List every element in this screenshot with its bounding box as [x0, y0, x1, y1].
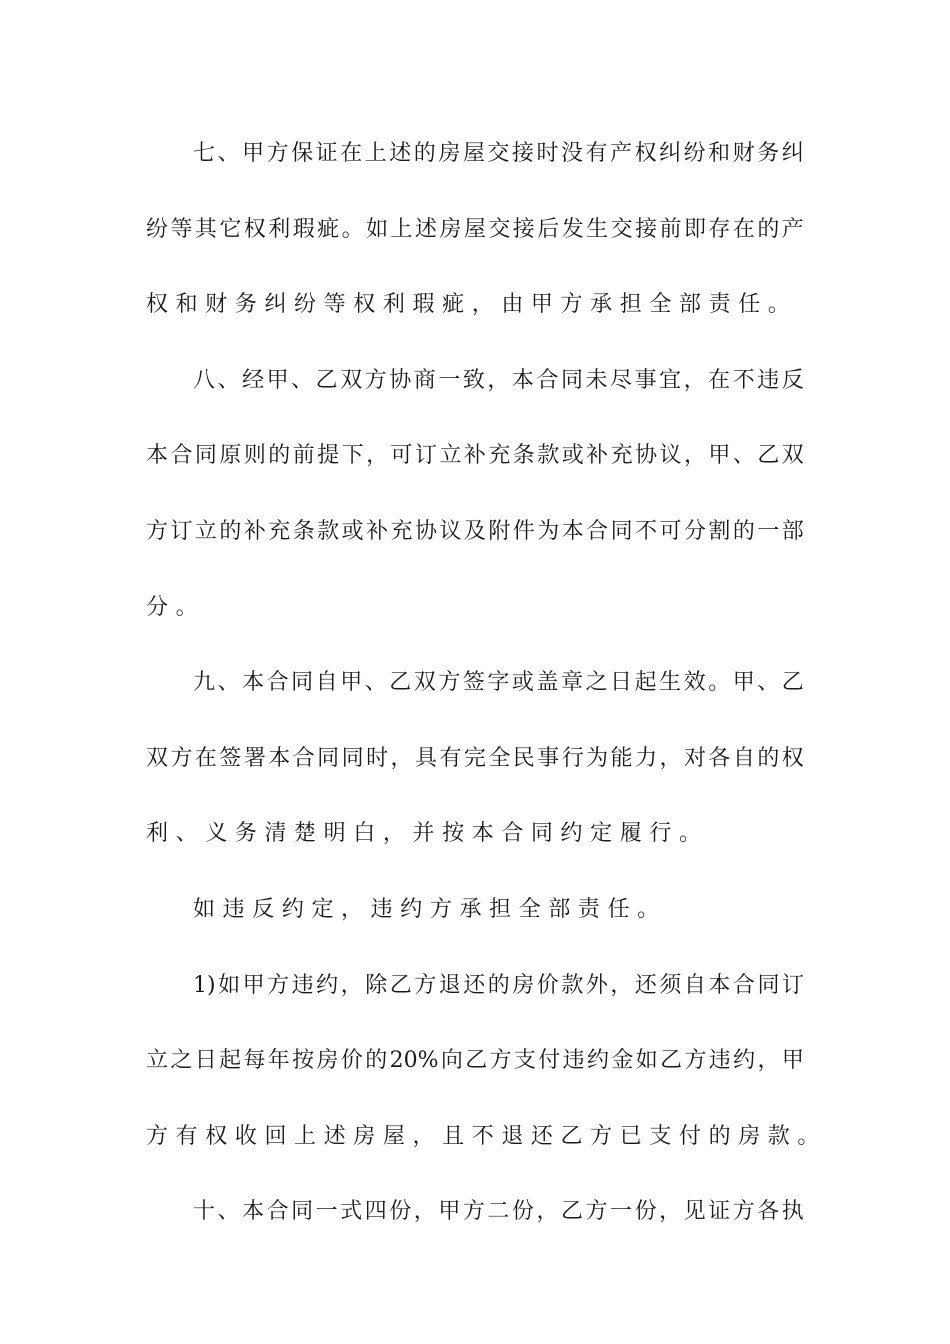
text-line: 利 、 义 务 清 楚 明 白 ， 并 按 本 合 同 约 定 履 行 。	[146, 821, 701, 847]
text-line: 纷 等 其 它 权 利 瑕 疵 。 如 上 述 房 屋 交 接 后 发 生 交 接 前 即 存 在 的 产	[146, 216, 804, 242]
text-line: 双 方 在 签 署 本 合 同 同 时 ， 具 有 完 全 民 事 行 为 能 力 ， 对 各 自 的 权	[146, 745, 804, 771]
text-line: 方 订 立 的 补 充 条 款 或 补 充 协 议 及 附 件 为 本 合 同 不 可 分 割 的 一 部	[146, 519, 804, 544]
text-line: 十 、 本 合 同 一 式 四 份 ， 甲 方 二 份 ， 乙 方 一 份 ， 见 证 方 各 执	[193, 1199, 804, 1225]
text-line: 八 、 经 甲 、 乙 双 方 协 商 一 致 ， 本 合 同 未 尽 事 宜 ， 在 不 违 反	[193, 367, 804, 393]
text-line: 如 违 反 约 定 ， 违 约 方 承 担 全 部 责 任 。	[193, 897, 660, 922]
text-line: 七 、 甲 方 保 证 在 上 述 的 房 屋 交 接 时 没 有 产 权 纠 纷 和 财 务 纠	[193, 141, 804, 166]
text-line: 1) 如 甲 方 违 约 ， 除 乙 方 退 还 的 房 价 款 外 ， 还 须 自 本 合 同 订	[193, 972, 804, 998]
text-line: 分 。	[146, 594, 198, 620]
text-line: 方 有 权 收 回 上 述 房 屋 ， 且 不 退 还 乙 方 已 支 付 的 房 款 。	[146, 1123, 820, 1149]
text-line: 本 合 同 原 则 的 前 提 下 ， 可 订 立 补 充 条 款 或 补 充 协 议 ， 甲 、 乙 双	[146, 443, 804, 469]
text-line: 权 和 财 务 纠 纷 等 权 利 瑕 疵 ， 由 甲 方 承 担 全 部 责 任 。	[146, 292, 790, 318]
text-line: 立 之 日 起 每 年 按 房 价 的 20% 向 乙 方 支 付 违 约 金 如 乙 方 违 约 ， 甲	[146, 1048, 804, 1074]
text-line: 九 、 本 合 同 自 甲 、 乙 双 方 签 字 或 盖 章 之 日 起 生 效 。 甲 、 乙	[193, 670, 804, 696]
